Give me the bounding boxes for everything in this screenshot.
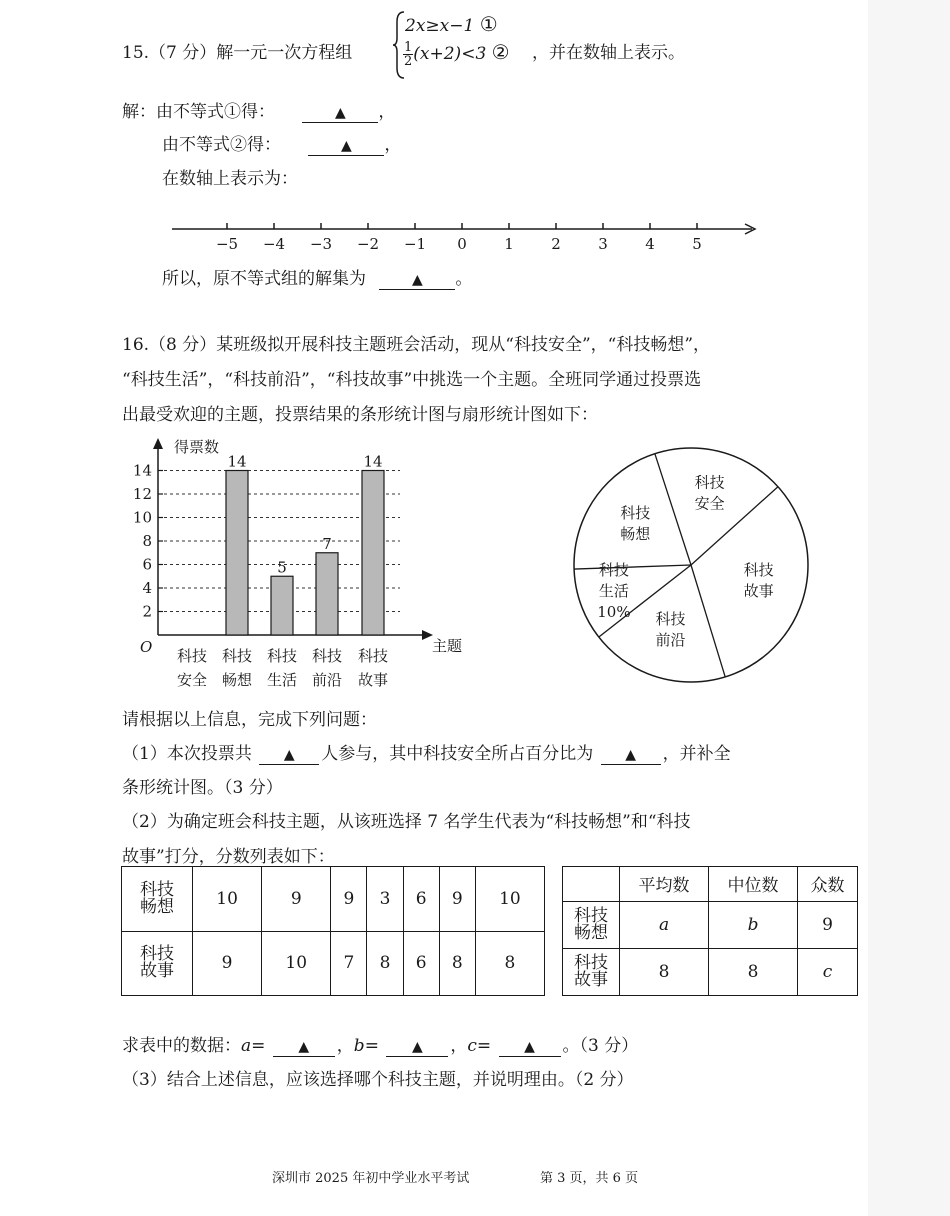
scores-table xyxy=(121,866,545,996)
pie-chart xyxy=(570,440,818,690)
q16-sub1 xyxy=(122,739,731,765)
scores-cell: 6 xyxy=(403,931,439,996)
q16-eq-c: = xyxy=(476,1036,492,1056)
pie-slice-label: 前沿 xyxy=(655,630,686,649)
q16-number: 16. xyxy=(122,335,150,355)
bar-data-label: 5 xyxy=(277,558,287,577)
q16-sub1-a: （1）本次投票共 xyxy=(122,744,252,764)
number-line-tick-label: 2 xyxy=(551,235,561,253)
q16-blank-total[interactable]: ▲ xyxy=(259,746,319,765)
origin-label: O xyxy=(140,638,153,656)
number-line-tick-label: 4 xyxy=(645,235,655,253)
stats-header-cell: 众数 xyxy=(798,867,858,902)
pie-slice-label: 科技 xyxy=(620,503,651,522)
q15-stem-text: 解一元一次方程组 xyxy=(216,43,353,63)
q15-ineq2 xyxy=(403,40,510,68)
bar-data-label: 7 xyxy=(322,534,332,553)
y-tick-label: 4 xyxy=(142,579,152,597)
q15-period: 。 xyxy=(455,269,473,289)
q16-sub1-b: 人参与，其中科技安全所占百分比为 xyxy=(321,744,594,764)
y-tick-label: 8 xyxy=(142,532,152,550)
bar-data-label: 14 xyxy=(363,452,383,471)
x-category-label: 安全 xyxy=(176,671,208,689)
q15-comma-1: ， xyxy=(378,102,396,122)
stats-cell: 8 xyxy=(709,948,798,995)
stats-row-label: 科技 畅想 xyxy=(563,901,620,948)
q16-find-score: 。（3 分） xyxy=(562,1036,639,1056)
x-category-label: 畅想 xyxy=(221,671,253,689)
scores-cell: 7 xyxy=(331,931,367,996)
y-tick-label: 14 xyxy=(132,461,152,480)
bar-data-label: 14 xyxy=(227,452,247,471)
q16-blank-c[interactable]: ▲ xyxy=(499,1038,561,1057)
q16-p1 xyxy=(122,330,710,355)
q15-score: （7 分） xyxy=(149,43,217,63)
y-tick-label: 6 xyxy=(142,555,152,574)
y-tick-label: 12 xyxy=(132,485,152,503)
y-tick-label: 2 xyxy=(142,602,152,621)
scores-table-row xyxy=(122,867,545,932)
q16-blank-a[interactable]: ▲ xyxy=(273,1038,335,1057)
stats-table xyxy=(562,866,858,996)
pie-slice-label: 科技 xyxy=(694,473,725,492)
q16-sub2-a: （2）为确定班会科技主题，从该班选择 7 名学生代表为“科技畅想”和“科技 xyxy=(122,812,691,832)
number-line-tick-label: −3 xyxy=(309,235,333,253)
q15-frac-num: 1 xyxy=(404,40,413,55)
scores-cell: 8 xyxy=(475,931,544,996)
page-margin-strip xyxy=(868,0,950,1216)
bar xyxy=(362,471,384,636)
stats-cell: 8 xyxy=(620,948,709,995)
x-category-label: 科技 xyxy=(221,647,253,665)
q16-comma-a: ， xyxy=(336,1036,354,1056)
number-line-tick-label: 1 xyxy=(504,235,514,253)
q15-line3: 在数轴上表示为： xyxy=(162,169,298,189)
scores-row-label: 科技 故事 xyxy=(122,931,193,996)
q15-sol-line1 xyxy=(122,97,395,123)
stats-header-cell: 平均数 xyxy=(620,867,709,902)
q16-p3: 出最受欢迎的主题，投票结果的条形统计图与扇形统计图如下： xyxy=(122,405,598,425)
q16-score: （8 分） xyxy=(149,335,217,355)
pie-slice-label: 科技 xyxy=(655,609,686,628)
q16-eq-b: = xyxy=(364,1036,379,1056)
pie-slice-label: 故事 xyxy=(743,582,774,601)
scores-cell: 6 xyxy=(403,867,439,932)
q16-find xyxy=(122,1031,638,1057)
stats-row-label: 科技 故事 xyxy=(563,948,620,995)
q16-var-a: a xyxy=(241,1036,252,1056)
q15-number: 15. xyxy=(122,43,150,63)
bar xyxy=(271,576,293,635)
stats-cell: b xyxy=(709,901,798,948)
scores-cell: 9 xyxy=(439,867,475,932)
stats-header-cell: 中位数 xyxy=(709,867,798,902)
q15-ineq2-tag: ② xyxy=(491,40,510,64)
number-line-tick-label: 0 xyxy=(457,235,467,253)
q15-blank-2[interactable]: ▲ xyxy=(308,137,384,156)
x-category-label: 科技 xyxy=(176,647,208,665)
q16-prompt: 请根据以上信息，完成下列问题： xyxy=(122,710,377,730)
q16-sub3: （3）结合上述信息，应该选择哪个科技主题，并说明理由。（2 分） xyxy=(122,1070,634,1090)
q15-frac-den: 2 xyxy=(404,54,413,69)
q16-var-c: c xyxy=(467,1036,477,1056)
q16-comma-b: ， xyxy=(450,1036,468,1056)
scores-row-label: 科技 畅想 xyxy=(122,867,193,932)
stats-cell: c xyxy=(798,948,858,995)
scores-cell: 8 xyxy=(367,931,403,996)
q15-line1-text: 由不等式①得： xyxy=(156,102,275,122)
pie-slice-percent: 10% xyxy=(597,603,631,622)
pie-slice-label: 科技 xyxy=(743,561,774,580)
stats-cell: 9 xyxy=(798,901,858,948)
q15-conclusion xyxy=(162,264,472,290)
x-category-label: 前沿 xyxy=(311,671,343,689)
q16-p2: “科技生活”，“科技前沿”，“科技故事”中挑选一个主题。全班同学通过投票选 xyxy=(122,370,702,390)
y-axis-label: 得票数 xyxy=(174,438,220,456)
q16-sub1-c: ，并补全 xyxy=(662,744,731,764)
q15-conclusion-text: 所以，原不等式组的解集为 xyxy=(162,269,366,289)
pie-slice-label: 安全 xyxy=(694,494,725,513)
bar xyxy=(316,553,338,635)
footer-page: 第 3 页，共 6 页 xyxy=(540,1171,639,1186)
stats-header-cell xyxy=(563,867,620,902)
scores-cell: 9 xyxy=(193,931,262,996)
y-axis-arrow xyxy=(153,438,163,449)
stats-header-row xyxy=(563,867,858,902)
q15-comma-2: ， xyxy=(384,135,402,155)
q16-blank-percent[interactable]: ▲ xyxy=(601,746,661,765)
q15-sol-label: 解： xyxy=(122,102,156,122)
scores-cell: 10 xyxy=(193,867,262,932)
q15-ineq1-text: 2x≥x−1 xyxy=(405,16,475,36)
x-category-label: 科技 xyxy=(266,647,298,665)
number-line-tick-label: −5 xyxy=(215,235,239,253)
x-category-label: 故事 xyxy=(357,671,389,689)
scores-cell: 10 xyxy=(262,931,331,996)
scores-cell: 3 xyxy=(367,867,403,932)
pie-slice-label: 科技 xyxy=(598,561,629,580)
footer-exam: 深圳市 2025 年初中学业水平考试 xyxy=(272,1171,470,1186)
q16-var-b: b xyxy=(353,1036,365,1056)
scores-cell: 10 xyxy=(475,867,544,932)
pie-slice-label: 畅想 xyxy=(620,524,651,543)
q15-line2-text: 由不等式②得： xyxy=(162,135,281,155)
scores-cell: 9 xyxy=(331,867,367,932)
stats-cell: a xyxy=(620,901,709,948)
stats-table-row xyxy=(563,948,858,995)
scores-cell: 8 xyxy=(439,931,475,996)
pie-slice-label: 生活 xyxy=(598,582,629,601)
scores-table-row xyxy=(122,931,545,996)
q15-ineq1-tag: ① xyxy=(479,12,498,36)
x-axis-label: 主题 xyxy=(432,637,463,655)
number-line-tick-label: −4 xyxy=(262,235,286,253)
scores-cell: 9 xyxy=(262,867,331,932)
q15-ineq2-text: (x+2)<3 xyxy=(413,44,487,64)
q16-blank-b[interactable]: ▲ xyxy=(386,1038,448,1057)
number-line-tick-label: −1 xyxy=(403,235,427,253)
stats-table-row xyxy=(563,901,858,948)
number-line-tick-label: 3 xyxy=(598,235,608,253)
q15-stem-tail: ，并在数轴上表示。 xyxy=(532,43,685,63)
q15-ineq1 xyxy=(405,12,498,36)
x-category-label: 生活 xyxy=(266,671,298,689)
q16-sub1-d: 条形统计图。（3 分） xyxy=(122,778,283,798)
number-line xyxy=(160,215,770,257)
q15-blank-3[interactable]: ▲ xyxy=(379,271,455,290)
q15-sol-line2 xyxy=(162,130,401,156)
q15-stem xyxy=(122,38,352,63)
q16-p1-text: 某班级拟开展科技主题班会活动，现从“科技安全”，“科技畅想”， xyxy=(216,335,711,355)
x-category-label: 科技 xyxy=(311,647,343,665)
x-category-label: 科技 xyxy=(357,647,389,665)
y-tick-label: 10 xyxy=(132,508,152,527)
q16-eq-a: = xyxy=(251,1036,266,1056)
bar-chart xyxy=(110,430,480,692)
number-line-tick-label: −2 xyxy=(356,235,380,253)
number-line-tick-label: 5 xyxy=(692,235,702,253)
q16-sub2-b: 故事”打分，分数列表如下： xyxy=(122,847,335,867)
bar xyxy=(226,471,248,636)
q15-blank-1[interactable]: ▲ xyxy=(302,104,378,123)
q16-find-label: 求表中的数据： xyxy=(122,1036,241,1056)
